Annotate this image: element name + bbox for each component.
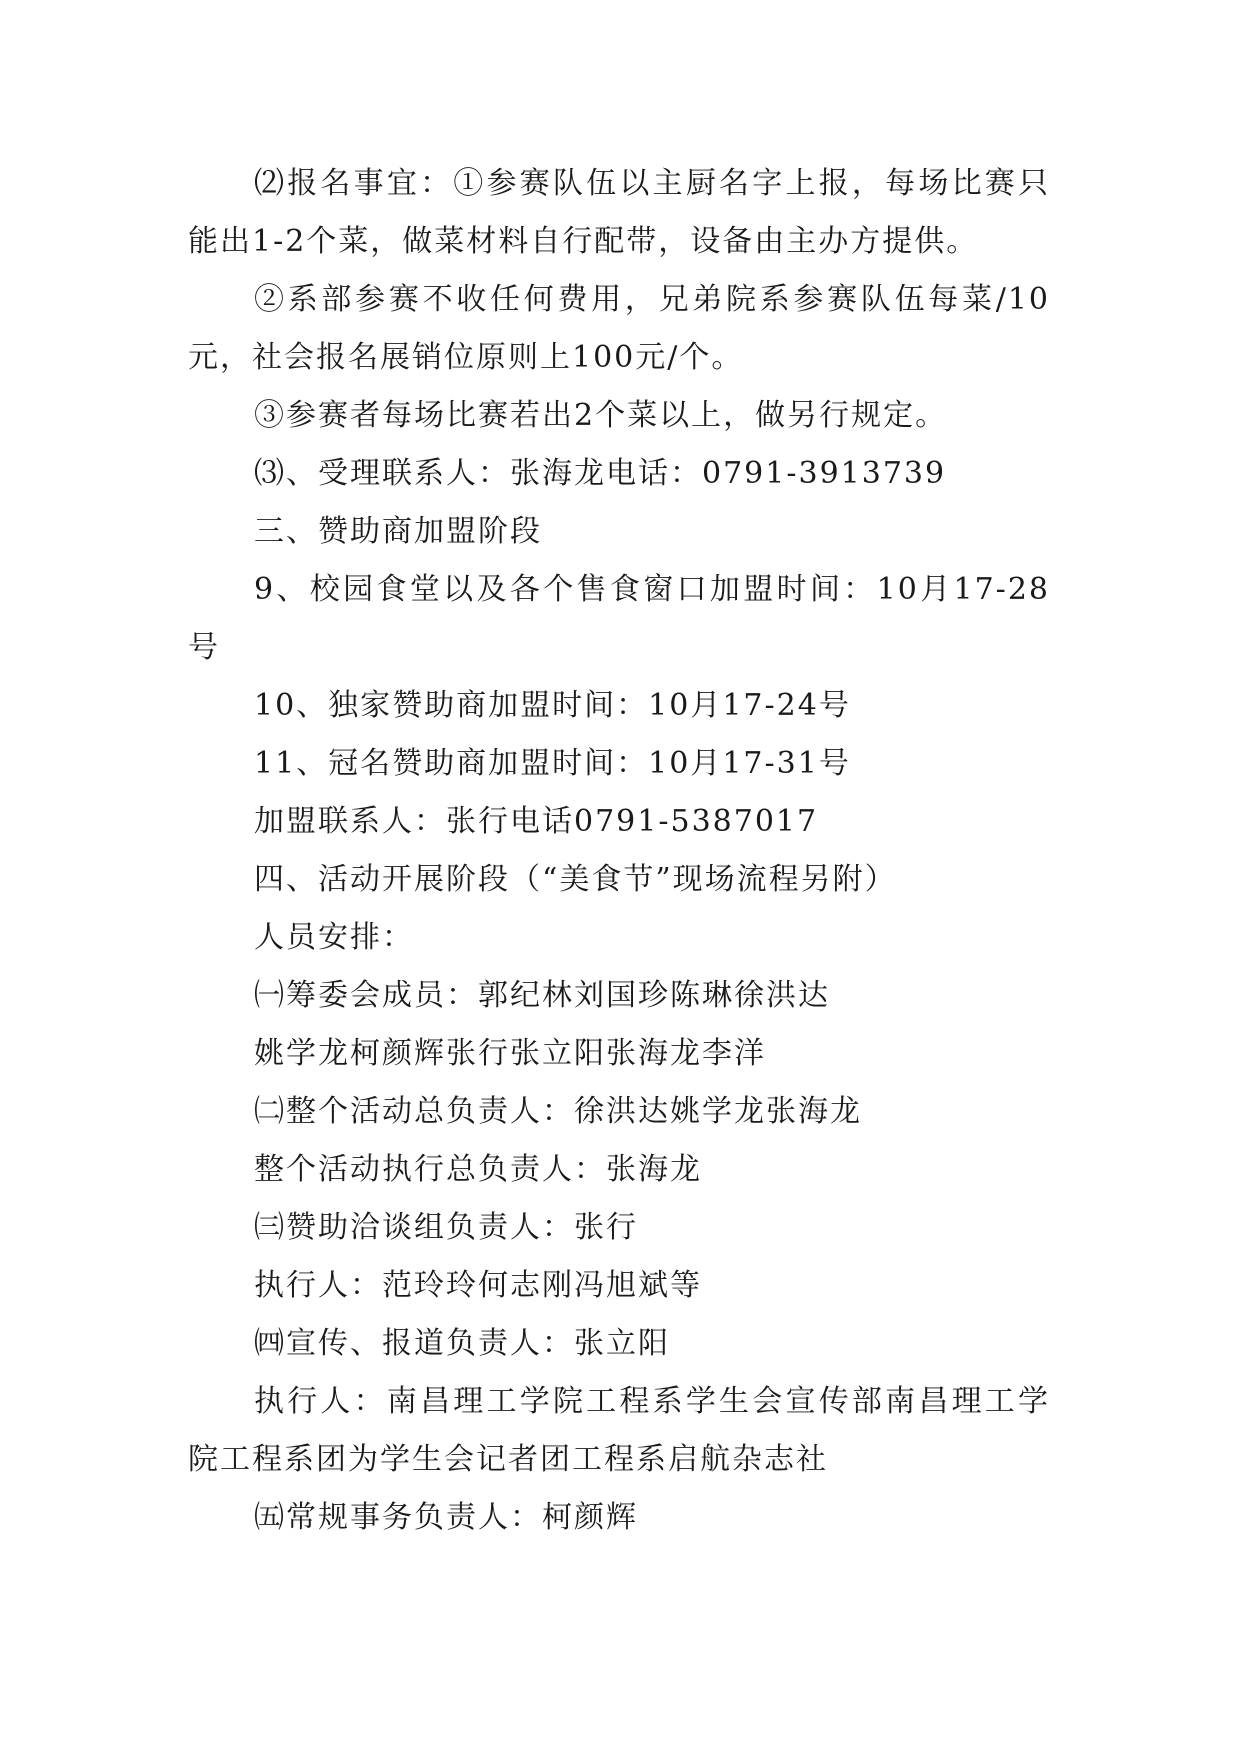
paragraph-overall-lead: ㈡整个活动总负责人：徐洪达姚学龙张海龙 bbox=[254, 1094, 862, 1129]
paragraph-staffing: 人员安排： bbox=[254, 920, 414, 955]
paragraph-committee-cont: 姚学龙柯颜辉张行张立阳张海龙李洋 bbox=[254, 1036, 766, 1071]
paragraph-fees: ②系部参赛不收任何费用，兄弟院系参赛队伍每菜/10元，社会报名展销位原则上100元/个。 bbox=[188, 282, 1050, 375]
paragraph-sponsor-lead: ㈢赞助洽谈组负责人：张行 bbox=[254, 1210, 638, 1245]
paragraph-committee: ㈠筹委会成员：郭纪林刘国珍陈琳徐洪达 bbox=[254, 978, 830, 1013]
paragraph-join-contact: 加盟联系人：张行电话0791-5387017 bbox=[254, 804, 819, 839]
paragraph-publicity-exec: 执行人：南昌理工学院工程系学生会宣传部南昌理工学院工程系团为学生会记者团工程系启航杂志社 bbox=[188, 1384, 1050, 1477]
paragraph-canteen-join: 9、校园食堂以及各个售食窗口加盟时间：10月17-28号 bbox=[188, 572, 1050, 665]
paragraph-routine-lead: ㈤常规事务负责人：柯颜辉 bbox=[254, 1500, 638, 1535]
paragraph-contact: ⑶、受理联系人：张海龙电话：0791-3913739 bbox=[254, 456, 947, 491]
section-heading-activity: 四、活动开展阶段（“美食节”现场流程另附） bbox=[254, 862, 897, 897]
paragraph-title-sponsor: 11、冠名赞助商加盟时间：10月17-31号 bbox=[254, 746, 851, 781]
paragraph-extra-dishes: ③参赛者每场比赛若出2个菜以上，做另行规定。 bbox=[254, 398, 948, 433]
section-heading-sponsor: 三、赞助商加盟阶段 bbox=[254, 514, 542, 549]
paragraph-exclusive-sponsor: 10、独家赞助商加盟时间：10月17-24号 bbox=[254, 688, 851, 723]
paragraph-sponsor-exec: 执行人：范玲玲何志刚冯旭斌等 bbox=[254, 1268, 702, 1303]
paragraph-registration: ⑵报名事宜：①参赛队伍以主厨名字上报，每场比赛只能出1-2个菜，做菜材料自行配带，设备由主办方提供。 bbox=[188, 166, 1050, 259]
document-body bbox=[188, 155, 1050, 1547]
paragraph-publicity-lead: ㈣宣传、报道负责人：张立阳 bbox=[254, 1326, 670, 1361]
paragraph-exec-lead: 整个活动执行总负责人：张海龙 bbox=[254, 1152, 702, 1187]
